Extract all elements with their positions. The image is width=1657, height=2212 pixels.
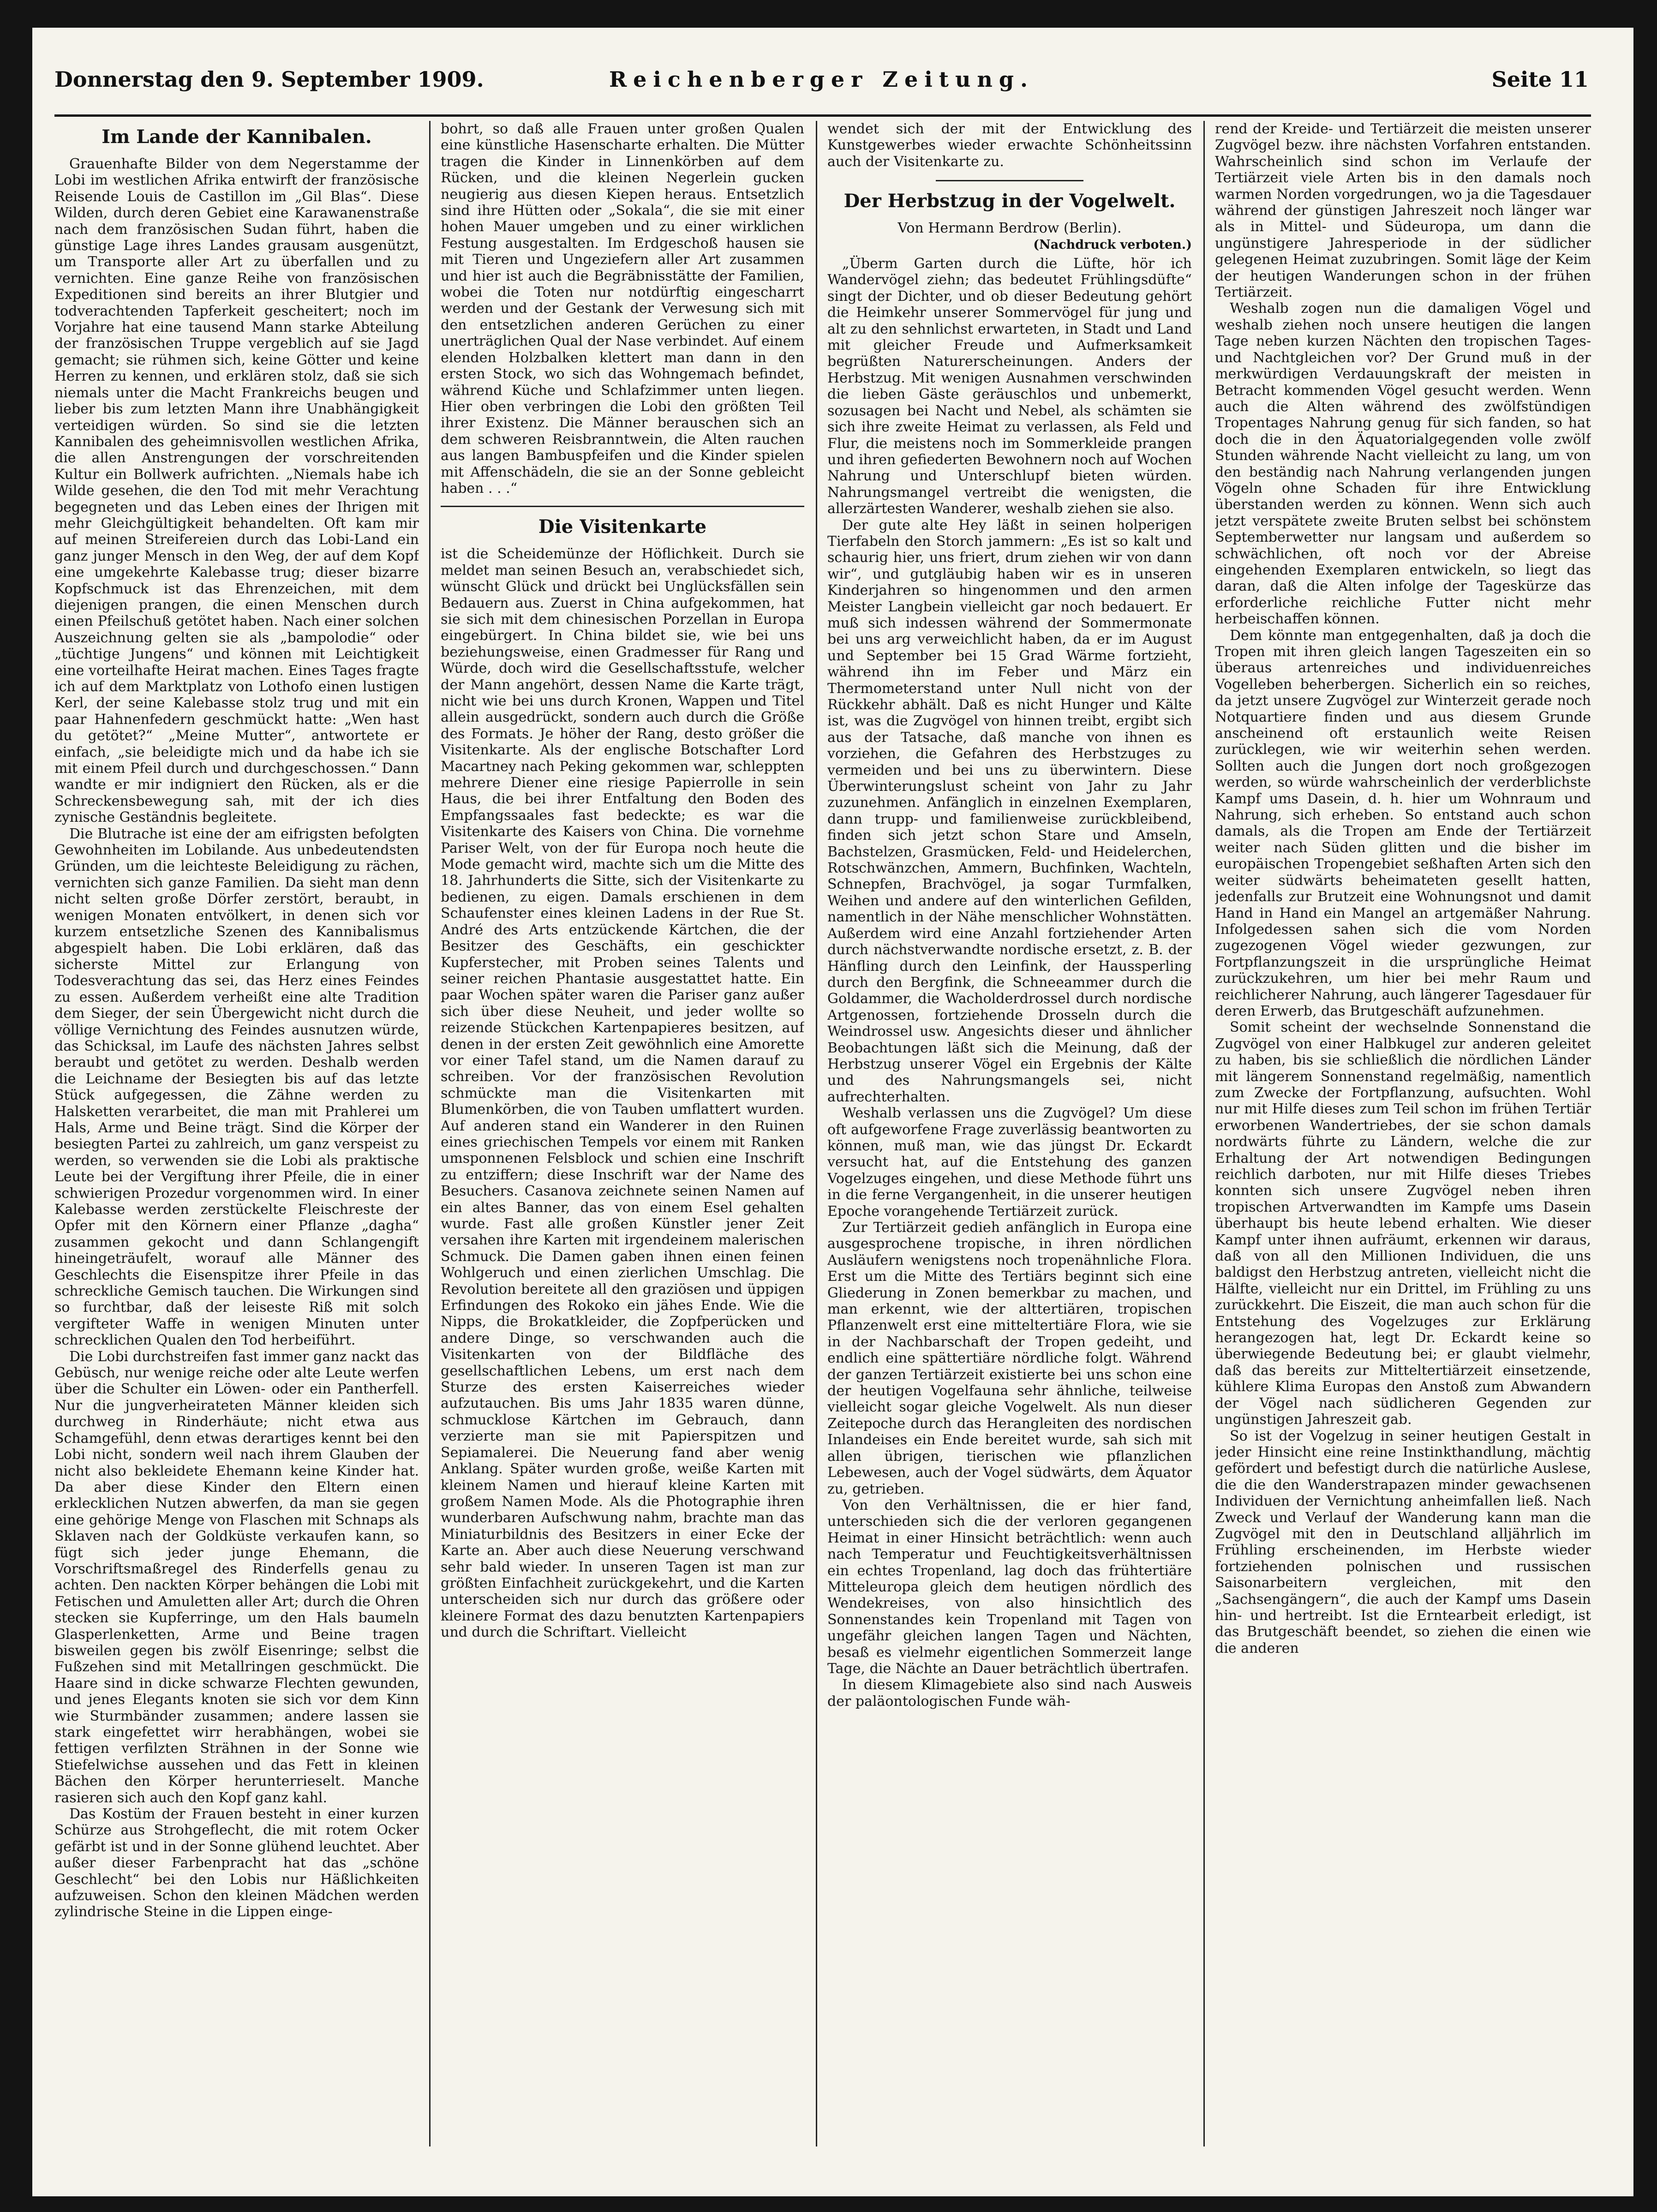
article-paragraph: Weshalb verlassen uns die Zugvögel? Um diese oft aufgeworfene Frage zuverlässig beantworten zu können, muß man, wie das jüngst Dr. Eckardt versucht hat, auf die Entstehung des ganzen Vogelzuges eingehen, und diese Methode führt uns in die ferne Vergangenheit, in die unserer heutigen Epoche vorangehende Tertiärzeit zurück. (827, 1105, 1192, 1220)
running-head (54, 58, 1589, 102)
article-paragraph: Die Lobi durchstreifen fast immer ganz nackt das Gebüsch, nur wenige reiche oder alte Leute werfen über die Schulter ein Löwen- oder ein Pantherfell. Nur die jungverheirateten Männer kleiden sich durchweg in Rinderhäute; nicht etwa aus Schamgefühl, denn etwas derartiges kennt bei den Lobi nicht, sondern weil nach ihrem Glauben der nicht also bekleidete Ehemann keine Kinder hat. Da aber diese Kinder den Eltern einen erklecklichen Nutzen abwerfen, da man sie gegen eine gehörige Menge von Flaschen mit Schnaps als Sklaven nach der Goldküste verkaufen kann, so fügt sich jeder junge Ehemann, die Vorschriftsmaßregel des Rinderfells genau zu achten. Den nackten Körper behängen die Lobi mit Fetischen und Amuletten aller Art; durch die Ohren stecken sie Kupferringe, um den Hals baumeln Glasperlenketten, Arme und Beine tragen bisweilen gegen bis zwölf Eisenringe; selbst die Fußzehen sind mit Metallringen geschmückt. Die Haare sind in dicke schwarze Flechten gewunden, und jenes Elegants knoten sie sich vor dem Kinn wie Sturmbänder zusammen; andere lassen sie stark eingefettet wirr herabhängen, wobei sie fettigen verfilzten Strähnen in der Sonne wie Stiefelwichse aussehen und das Fett in kleinen Bächen den Körper herunterrieselt. Manche rasieren sich auch den Kopf ganz kahl. (54, 1348, 419, 1806)
column-3 (827, 121, 1192, 2146)
byline: Von Hermann Berdrow (Berlin). (897, 220, 1122, 237)
column-rule (1203, 121, 1205, 2146)
newspaper-name: Reichenberger Zeitung. (609, 67, 1035, 92)
article-separator (441, 506, 804, 507)
column-rule (816, 121, 817, 2146)
article-paragraph: Der gute alte Hey läßt in seinen holperigen Tierfabeln den Storch jammern: „Es ist so kalt und schaurig hier, uns friert, drum ziehen wir von dann wir“, und gutgläubig haben wir es in unseren Kinderjahren so hingenommen und den armen Meister Langbein vielleicht gar noch bedauert. Er muß sich indessen während der Sommermonate bei uns arg verweichlicht haben, da er im August und September bei 15 Grad Wärme fortzieht, während ihn im Feber und März ein Thermometerstand unter Null nicht von der Rückkehr abhält. Daß es nicht Hunger und Kälte ist, was die Zugvögel von hinnen treibt, ergibt sich aus der Tatsache, daß manche von ihnen es vorziehen, die Gefahren des Herbstzuges zu vermeiden und bei uns zu überwintern. Diese Überwinterungslust scheint von Jahr zu Jahr zuzunehmen. Anfänglich in einzelnen Exemplaren, dann trupp- und familienweise zurückbleibend, finden sich jetzt schon Stare und Amseln, Bachstelzen, Grasmücken, Feld- und Heidelerchen, Rotschwänzchen, Ammern, Buchfinken, Wachteln, Schnepfen, Brachvögel, ja sogar Turmfalken, Weihen und andere auf den winterlichen Gefilden, namentlich in der Nähe menschlicher Wohnstätten. Außerdem wird eine Anzahl fortziehender Arten durch nächstverwandte nordische ersetzt, z. B. der Hänfling durch den Leinfink, der Haussperling durch den Bergfink, die Schneeammer durch die Goldammer, die Wacholderdrossel durch nordische Artgenossen, fortziehende Drosseln durch die Weindrossel usw. Angesichts dieser und ähnlicher Beobachtungen läßt sich die Meinung, daß der Herbstzug unserer Vögel ein Ergebnis der Kälte und des Nahrungsmangels sei, nicht aufrechterhalten. (827, 517, 1192, 1105)
article-paragraph: So ist der Vogelzug in seiner heutigen Gestalt in jeder Hinsicht eine reine Instinkthandlung, mächtig gefördert und befestigt durch die natürliche Auslese, die die den Wanderstrapazen minder gewachsenen Individuen der Vernichtung anheimfallen ließ. Nach Zweck und Verlauf der Wanderung kann man die Zugvögel mit den in Deutschland alljährlich im Frühling erscheinenden, im Herbste wieder fortziehenden polnischen und russischen Saisonarbeitern vergleichen, mit den „Sachsengängern“, die auch der Kampf ums Dasein hin- und hertreibt. Ist die Erntearbeit erledigt, ist das Brutgeschäft beendet, so ziehen die einen wie die anderen (1215, 1428, 1591, 1656)
article-paragraph: Weshalb zogen nun die damaligen Vögel und weshalb ziehen noch unsere heutigen die langen Tage neben kurzen Nächten den tropischen Tages- und Nachtgleichen vor? Der Grund muß in der merkwürdigen Verdauungskraft der meisten in Betracht kommenden Vögel gesucht werden. Wenn auch die Alten während des zwölfstündigen Tropentages Nahrung genug für sich fanden, so hat doch die in den Äquatorialgegenden volle zwölf Stunden währende Nacht vielleicht zu lang, um von den beständig nach Nahrung verlangenden jungen Vögeln ohne Schaden für ihre Entwicklung überstanden werden zu können. Wenn sich auch jetzt verspätete zweite Bruten selbst bei schönstem Septemberwetter nur langsam und außerdem so schwächlichen, oft noch vor der Abreise eingehenden Exemplaren entwickeln, so liegt das daran, daß die Alten infolge der Tageskürze das erforderliche reichliche Futter nicht mehr herbeischaffen können. (1215, 300, 1591, 628)
article-title: Die Visitenkarte (538, 516, 707, 538)
article-paragraph: bohrt, so daß alle Frauen unter großen Qualen eine künstliche Hasenscharte erhalten. Die Mütter tragen die Kinder in Linnenkörben auf dem Rücken, und die kleinen Negerlein gucken neugierig aus diesen Kiepen heraus. Entsetzlich sind ihre Hütten oder „Sokala“, die sie mit einer hohen Mauer umgeben und zu einer wirklichen Festung ausgestalten. Im Erdgeschoß hausen sie mit Tieren und Ungeziefern aller Art zusammen und hier ist auch die Begräbnisstätte der Familien, wobei die Toten nur notdürftig eingescharrt werden und der Gestank der Verwesung sich mit den entsetzlichen anderen Gerüchen zu einer unerträglichen Qual der Nase verbindet. Auf einem elenden Holzbalken klettert man dann in den ersten Stock, wo sich das Wohngemach befindet, während Küche und Schlafzimmer unten liegen. Hier oben verbringen die Lobi den größten Teil ihrer Existenz. Die Männer berauschen sich an dem schweren Reisbranntwein, die Alten rauchen aus langen Bambuspfeifen und die Kinder spielen mit Affenschädeln, die sie an der Sonne gebleicht haben . . .“ (441, 121, 804, 496)
page-number: Seite 11 (1491, 67, 1589, 92)
column-2 (441, 121, 804, 2146)
article-paragraph: ist die Scheidemünze der Höflichkeit. Durch sie meldet man seinen Besuch an, verabschiedet sich, wünscht Glück und drückt bei Unglücksfällen sein Bedauern aus. Zuerst in China aufgekommen, hat sie sich mit dem chinesischen Porzellan in Europa eingebürgert. In China bildet sie, wie bei uns beziehungsweise, einen Gradmesser für Rang und Würde, doch wird die Gesellschaftsstufe, welcher der Mann angehört, dessen Name die Karte trägt, nicht wie bei uns durch Kronen, Wappen und Titel allein ausgedrückt, sondern auch durch die Größe des Formats. Je höher der Rang, desto größer die Visitenkarte. Als der englische Botschafter Lord Macartney nach Peking gekommen war, schleppten mehrere Diener eine riesige Papierrolle in sein Haus, die bei ihrer Entfaltung den Boden des Empfangssaales fast bedeckte; es war die Visitenkarte des Kaisers von China. Die vornehme Pariser Welt, von der für Europa noch heute die Mode gemacht wird, machte sich um die Mitte des 18. Jahrhunderts die Sitte, sich der Visitenkarte zu bedienen, zu eigen. Damals erschienen in dem Schaufenster eines kleinen Ladens in der Rue St. André des Arts entzückende Kärtchen, die der Besitzer des Geschäfts, ein geschickter Kupferstecher, mit Proben seines Talents und seiner reichen Phantasie ausgestattet hatte. Ein paar Wochen später waren die Pariser ganz außer sich über diese Neuheit, und jeder wollte so reizende Stückchen Kartenpapieres besitzen, auf denen in der ersten Zeit gewöhnlich eine Amorette vor einer Tafel stand, um die Namen darauf zu schreiben. Vor der französischen Revolution schmückte man die Visitenkarten mit Blumenkörben, die von Tauben umflattert wurden. Auf anderen stand ein Wanderer in den Ruinen eines griechischen Tempels vor einem mit Ranken umsponnenen Felsblock und schien eine Inschrift zu entziffern; diese Inschrift war der Name des Besuchers. Casanova zeichnete seinen Namen auf ein altes Banner, das von einem Esel gehalten wurde. Fast alle großen Künstler jener Zeit versahen ihre Karten mit irgendeinem malerischen Schmuck. Die Damen gaben ihnen einen feinen Wohlgeruch und einen zierlichen Umschlag. Die Revolution bereitete all den graziösen und üppigen Erfindungen des Rokoko ein jähes Ende. Wie die Nipps, die Brokatkleider, die Zopfperücken und andere Dinge, so verschwanden auch die Visitenkarten von der Bildfläche des gesellschaftlichen Lebens, um erst nach dem Sturze des ersten Kaiserreiches wieder aufzutauchen. Bis ums Jahr 1835 waren dünne, schmucklose Kärtchen im Gebrauch, dann verzierte man sie mit Papierspitzen und Sepiamalerei. Die Neuerung fand aber wenig Anklang. Später wurden große, weiße Karten mit kleinem Namen und hierauf kleine Karten mit großem Namen Mode. Als die Photographie ihren wunderbaren Aufschwung nahm, brachte man das Miniaturbildnis des Besitzers in einer Ecke der Karte an. Aber auch diese Neuerung verschwand sehr bald wieder. In unseren Tagen ist man zur größten Einfachheit zurückgekehrt, und die Karten unterscheiden sich nur durch das größere oder kleinere Format des dazu benutzten Kartenpapiers und durch die Schriftart. Vielleicht (441, 546, 804, 1641)
article-separator (936, 180, 1083, 181)
article-paragraph: rend der Kreide- und Tertiärzeit die meisten unserer Zugvögel bezw. ihre nächsten Vorfahren entstanden. Wahrscheinlich sind schon im Verlaufe der Tertiärzeit viele Arten bis in den damals noch warmen Norden vorgedrungen, wo ja die Tagesdauer während der günstigen Jahreszeit noch länger war als in Mittel- und Südeuropa, um dann die ungünstigere Jahresperiode in der südlicher gelegenen Heimat zuzubringen. Somit läge der Keim der heutigen Wanderungen schon in der frühen Tertiärzeit. (1215, 121, 1591, 301)
article-title: Im Lande der Kannibalen. (102, 126, 372, 148)
article-paragraph: Grauenhafte Bilder von dem Negerstamme der Lobi im westlichen Afrika entwirft der französische Reisende Louis de Castillon im „Gil Blas“. Diese Wilden, durch deren Gebiet eine Karawanenstraße nach dem französischen Sudan führt, haben die günstige Lage ihres Landes grausam ausgenützt, um Transporte aller Art zu überfallen und zu vernichten. Eine ganze Reihe von französischen Expeditionen sind bereits an ihrer Blutgier und todverachtenden Tapferkeit gescheitert; noch im Vorjahre hat eine tausend Mann starke Abteilung der französischen Truppe vergeblich auf sie Jagd gemacht; sie rühmen sich, keine Götter und keine Herren zu kennen, und erklären stolz, daß sie sich niemals unter die Macht Frankreichs beugen und lieber bis zum letzten Mann ihre Unabhängigkeit verteidigen würden. So sind sie die letzten Kannibalen des geheimnisvollen westlichen Afrika, die allen Anstrengungen der vorschreitenden Kultur ein Bollwerk aufrichten. „Niemals habe ich Wilde gesehen, die den Tod mit mehr Verachtung begegneten und das Leben eines der Ihrigen mit mehr Gleichgültigkeit behandelten. Oft kam mir auf meinen Streifereien durch das Lobi-Land ein ganz junger Mensch in den Weg, der auf dem Kopf eine umgekehrte Kalebasse trug; dieser bizarre Kopfschmuck ist das Ehrenzeichen, mit dem diejenigen prangen, die einen Menschen durch einen Pfeilschuß getötet haben. Nach einer solchen Auszeichnung gelten sie als „bampolodie“ oder „tüchtige Jungens“ und können mit Leichtigkeit eine vorteilhafte Heirat machen. Eines Tages fragte ich auf dem Marktplatz von Lothofo einen lustigen Kerl, der seine Kalebasse stolz trug und mit ein paar Hahnenfedern geschmückt hatte: „Wen hast du getötet?“ „Meine Mutter“, antwortete er einfach, „sie beleidigte mich und da habe ich sie mit einem Pfeil durch und durchgeschossen.“ Dann wandte er mir indigniert den Rücken, als er die Schreckensbewegung sah, mit der ich dies zynische Geständnis begleitete. (54, 156, 419, 826)
header-rule (54, 114, 1591, 117)
article-paragraph: Das Kostüm der Frauen besteht in einer kurzen Schürze aus Strohgeflecht, die mit rotem Ocker gefärbt ist und in der Sonne glühend leuchtet. Aber außer dieser Farbenpracht hat das „schöne Geschlecht“ bei den Lobis nur Häßlichkeiten aufzuweisen. Schon den kleinen Mädchen werden zylindrische Steine in die Lippen einge- (54, 1806, 419, 1920)
article-title: Der Herbstzug in der Vogelwelt. (843, 190, 1176, 212)
article-paragraph: Dem könnte man entgegenhalten, daß ja doch die Tropen mit ihren gleich langen Tageszeiten ein so überaus artenreiches und individuenreiches Vogelleben beherbergen. Sicherlich ein so reiches, da jetzt unsere Zugvögel zur Winterzeit gerade noch Notquartiere finden und aus diesem Grunde anscheinend oft erstaunlich weite Reisen zurücklegen, wie wir weiterhin sehen werden. Sollten auch die Jungen dort noch großgezogen werden, so würde wahrscheinlich der verderblichste Kampf ums Dasein, d. h. hier um Wohnraum und Nahrung, sich erheben. So entstand auch schon damals, als die Tropen am Ende der Tertiärzeit weiter nach Süden glitten und die bisher im europäischen Tropengebiet seßhaften Arten sich den weiter südwärts beheimateten gesellt hatten, jedenfalls zur Brutzeit eine Wohnungsnot und damit Hand in Hand ein Mangel an artgemäßer Nahrung. Infolgedessen sahen sich die vom Norden zugezogenen Vögel wieder gezwungen, zur Fortpflanzungszeit in die ursprüngliche Heimat zurückzukehren, um hier bei mehr Raum und reichlicherer Nahrung, auch längerer Tagesdauer für deren Erwerb, das Brutgeschäft aufzunehmen. (1215, 627, 1591, 1019)
article-paragraph: Von den Verhältnissen, die er hier fand, unterschieden sich die der verloren gegangenen Heimat in einer Hinsicht beträchtlich: wenn auch nach Temperatur und Feuchtigkeitsverhältnissen ein echtes Tropenland, lag doch das frühtertiäre Mitteleuropa gleich dem heutigen nördlich des Wendekreises, von also hinsichtlich des Sonnenstandes kein Tropenland mit Tagen von ungefähr gleichen langen Tagen und Nächten, besaß es vielmehr eigentlichen Sommerzeit lange Tage, die Nächte an Dauer beträchtlich übertrafen. (827, 1497, 1192, 1677)
article-paragraph: wendet sich der mit der Entwicklung des Kunstgewerbes wieder erwachte Schönheitssinn auch der Visitenkarte zu. (827, 121, 1192, 170)
article-paragraph: Zur Tertiärzeit gedieh anfänglich in Europa eine ausgesprochene tropische, in ihren nördlichen Ausläufern wenigstens noch tropenähnliche Flora. Erst um die Mitte des Tertiärs beginnt sich eine Gliederung in Zonen bemerkbar zu machen, und man erkennt, wie der alttertiären, tropischen Pflanzenwelt erst eine mitteltertiäre Flora, wie sie in der Nachbarschaft der Tropen gedeiht, und endlich eine spättertiäre nördliche folgt. Während der ganzen Tertiärzeit existierte bei uns schon eine der heutigen Vogelfauna sehr ähnliche, teilweise vielleicht sogar gleiche Vogelwelt. Als nun dieser Zeitepoche durch das Herangleiten des nordischen Inlandeises ein Ende bereitet wurde, sah sich mit allen übrigen, tierischen wie pflanzlichen Lebewesen, auch der Vogel südwärts, dem Äquator zu, getrieben. (827, 1220, 1192, 1497)
column-1 (54, 121, 419, 2146)
scan-edge (1629, 0, 1657, 99)
article-paragraph: In diesem Klimagebiete also sind nach Ausweis der paläontologischen Funde wäh- (827, 1677, 1192, 1710)
article-paragraph: Somit scheint der wechselnde Sonnenstand die Zugvögel von einer Halbkugel zur anderen geleitet zu haben, bis sie schließlich die nördlichen Länder mit längerem Sonnenstand regelmäßig, namentlich zum Zwecke der Fortpflanzung, aufsuchten. Wohl nur mit Hilfe dieses zum Teil schon im frühen Tertiär erworbenen Wandertriebes, der sie schon damals nordwärts führte zu Ländern, welche die zur Erhaltung der Art notwendigen Bedingungen reichlich darboten, nur mit Hilfe dieses Triebes konnten sich unsere Zugvögel neben ihren tropischen Artverwandten im Kampfe ums Dasein überhaupt bis heute lebend erhalten. Wie dieser Kampf unter ihnen aufräumt, erkennen wir daraus, daß von all den Millionen Individuen, die uns baldigst den Herbstzug antreten, vielleicht nicht die Hälfte, vielleicht nur ein Drittel, im Frühling zu uns zurückkehrt. Die Eiszeit, die man auch schon für die Entstehung des Vogelzuges zur Erklärung herangezogen hat, legt Dr. Eckardt keine so überwiegende Bedeutung bei; er glaubt vielmehr, daß das bereits zur Mitteltertiärzeit einsetzende, kühlere Klima Europas den Anstoß zum Abwandern der Vögel nach südlicheren Gegenden zur ungünstigen Jahreszeit gab. (1215, 1019, 1591, 1428)
column-rule (429, 121, 431, 2146)
article-paragraph: Die Blutrache ist eine der am eifrigsten befolgten Gewohnheiten im Lobilande. Aus unbedeutendsten Gründen, um die leichteste Beleidigung zu rächen, vernichten sich ganze Familien. Da sieht man denn nicht selten große Dörfer zerstört, beraubt, in wenigen Monaten entvölkert, in denen sich vor kurzem entsetzliche Szenen des Kannibalismus abgespielt haben. Die Lobi erklären, daß das sicherste Mittel zur Erlangung von Todesverachtung das sei, das Herz eines Feindes zu essen. Außerdem verheißt eine alte Tradition dem Sieger, der sein Übergewicht nicht durch die völlige Vernichtung des Feindes ausnutzen würde, das Schicksal, im Laufe des nächsten Jahres selbst beraubt und getötet zu werden. Deshalb werden die Leichname der Besiegten bis auf das letzte Stück aufgegessen, die Zähne werden zu Halsketten verarbeitet, die man mit Prahlerei um Hals, Arme und Beine trägt. Sind die Körper der besiegten Partei zu zahlreich, um ganz verspeist zu werden, so verwenden sie die Lobi als praktische Leute bei der Vergiftung ihrer Pfeile, die in einer schwierigen Prozedur vorgenommen wird. In einer Kalebasse werden zerstückelte Fleischreste der Opfer mit den Körnern einer Pflanze „dagha“ zusammen gekocht und dann Schlangengift hineingeträufelt, worauf alle Männer des Geschlechts die Eisenspitze ihrer Pfeile in das schreckliche Gemisch tauchen. Die Wirkungen sind so furchtbar, daß der leiseste Riß mit solch vergifteter Waffe in wenigen Minuten unter schrecklichen Qualen den Tod herbeiführt. (54, 825, 419, 1349)
article-paragraph: „Überm Garten durch die Lüfte, hör ich Wandervögel ziehn; das bedeutet Frühlingsdüfte“ singt der Dichter, und ob dieser Bedeutung gehört die Heimkehr unserer Sommervögel für jung und alt zu den sehnlichst erwarteten, in Stadt und Land mit gleicher Freude und Aufmerksamkeit begrüßten Naturerscheinungen. Anders der Herbstzug. Mit wenigen Ausnahmen verschwinden die lieben Gäste geräuschlos und unbemerkt, sozusagen bei Nacht und Nebel, als schämten sie sich ihre zweite Heimat zu verlassen, als Feld und Flur, die meistens noch im Sommerkleide prangen und ihren gefiederten Bewohnern noch auf Wochen Nahrung und Unterschlupf bieten würden. Nahrungsmangel vertreibt die wenigsten, die allerzärtesten Wanderer, weshalb ziehen sie also. (827, 256, 1192, 517)
issue-date: Donnerstag den 9. September 1909. (54, 67, 484, 92)
reprint-notice: (Nachdruck verboten.) (1033, 237, 1192, 252)
column-4 (1215, 121, 1591, 2146)
